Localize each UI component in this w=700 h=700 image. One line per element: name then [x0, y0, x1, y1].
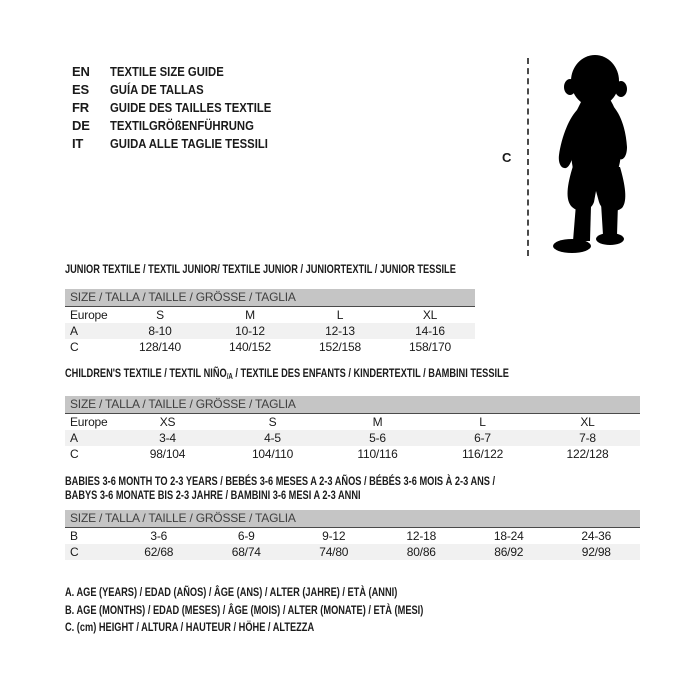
table-row-height [65, 446, 640, 462]
language-label: GUÍA DE TALLAS [110, 81, 204, 97]
table-row-height [65, 339, 475, 355]
table-row-height [65, 544, 640, 560]
junior-size-table [65, 306, 475, 355]
table-title-babies-line1: BABIES 3-6 MONTH TO 2-3 YEARS / BEBÉS 3-6 MESES A 2-3 AÑOS / BÉBÉS 3-6 MOIS À 2-3 ANS / [65, 474, 496, 488]
note-height-cm: C. (cm) HEIGHT / ALTURA / HAUTEUR / HÖHE / ALTEZZA [65, 620, 315, 634]
size-cell: 8-10 [148, 324, 172, 338]
children-size-table-section [65, 366, 640, 462]
table-title-junior: JUNIOR TEXTILE / TEXTIL JUNIOR/ TEXTILE JUNIOR / JUNIORTEXTIL / JUNIOR TESSILE [65, 262, 456, 276]
measure-label-c: C [502, 150, 512, 165]
size-cell: 116/122 [461, 447, 504, 461]
size-cell: M [372, 415, 383, 429]
title-subscript: /A [226, 372, 233, 381]
size-cell: 104/110 [251, 447, 294, 461]
size-cell: 86/92 [494, 545, 524, 559]
table-title-children: CHILDREN'S TEXTILE / TEXTIL NIÑO/A / TEXTILE DES ENFANTS / KINDERTEXTIL / BAMBINI TESSILE [65, 366, 509, 381]
language-label: TEXTILGRÖßENFÜHRUNG [110, 117, 254, 133]
junior-size-table-section [65, 262, 475, 355]
size-cell: 18-24 [493, 529, 524, 543]
size-header-bar: SIZE / TALLA / TAILLE / GRÖSSE / TAGLIA [65, 510, 640, 527]
size-cell: 80/86 [406, 545, 436, 559]
note-age-years: A. AGE (YEARS) / EDAD (AÑOS) / ÂGE (ANS) / ALTER (JAHRE) / ETÀ (ANNI) [65, 585, 398, 599]
note-age-months: B. AGE (MONTHS) / EDAD (MESES) / ÂGE (MOIS) / ALTER (MONATE) / ETÀ (MESI) [65, 602, 424, 617]
size-cell: XL [580, 415, 595, 429]
size-cell: XL [422, 308, 438, 322]
babies-size-table [65, 527, 640, 560]
size-cell: 110/116 [357, 447, 398, 461]
row-label-cell: C [70, 340, 79, 354]
dashed-measure-line [527, 58, 529, 256]
size-cell: 6-9 [237, 529, 255, 543]
table-row-age-years [65, 430, 640, 446]
size-cell: 12-18 [406, 529, 437, 543]
size-cell: 68/74 [231, 545, 261, 559]
size-cell: XS [159, 415, 176, 429]
language-code: EN [72, 63, 90, 79]
size-header-bar: SIZE / TALLA / TAILLE / GRÖSSE / TAGLIA [65, 396, 640, 413]
language-row-en [72, 62, 295, 80]
size-cell: 128/140 [139, 340, 181, 354]
language-label: TEXTILE SIZE GUIDE [110, 63, 224, 79]
language-row-fr [72, 98, 295, 116]
language-row-de [72, 116, 295, 134]
size-cell: 9-12 [322, 529, 346, 543]
size-cell: 3-4 [159, 431, 176, 445]
size-cell: 158/170 [409, 340, 451, 354]
language-code: FR [72, 99, 89, 115]
table-row-europe [65, 307, 475, 324]
size-cell: 122/128 [566, 447, 609, 461]
baby-silhouette [538, 54, 656, 261]
size-cell: 10-12 [235, 324, 265, 338]
size-cell: 24-36 [581, 529, 612, 543]
size-cell: 12-13 [325, 324, 355, 338]
size-cell: 152/158 [319, 340, 361, 354]
size-cell: L [479, 415, 486, 429]
row-label-cell: Europe [70, 308, 108, 322]
size-cell: 14-16 [415, 324, 445, 338]
row-label-cell: Europe [70, 415, 108, 429]
size-cell: 92/98 [581, 545, 611, 559]
language-label: GUIDE DES TAILLES TEXTILE [110, 99, 272, 115]
language-code: DE [72, 117, 90, 133]
size-cell: 7-8 [579, 431, 596, 445]
row-label-cell: A [70, 324, 78, 338]
size-cell: 62/68 [144, 545, 174, 559]
language-code: IT [72, 135, 84, 151]
size-cell: M [245, 308, 255, 322]
size-header-bar: SIZE / TALLA / TAILLE / GRÖSSE / TAGLIA [65, 289, 475, 306]
table-title-babies-line2: BABYS 3-6 MONATE BIS 2-3 JAHRE / BAMBINI 3-6 MESI A 2-3 ANNI [65, 488, 361, 502]
children-size-table [65, 413, 640, 462]
table-row-age-months [65, 528, 640, 545]
size-cell: 3-6 [150, 529, 168, 543]
language-label: GUIDA ALLE TAGLIE TESSILI [110, 135, 268, 151]
size-cell: L [336, 308, 344, 322]
row-label-cell: C [70, 545, 79, 559]
language-guide [72, 62, 295, 152]
row-label-cell: C [70, 447, 79, 461]
size-cell: S [156, 308, 164, 322]
table-row-europe [65, 414, 640, 431]
size-cell: 5-6 [369, 431, 386, 445]
size-cell: 98/104 [149, 447, 186, 461]
language-row-it [72, 134, 295, 152]
legend-notes [65, 584, 530, 637]
language-code: ES [72, 81, 89, 97]
size-cell: 4-5 [264, 431, 281, 445]
size-cell: S [268, 415, 277, 429]
size-cell: 74/80 [319, 545, 349, 559]
babies-size-table-section [65, 474, 640, 560]
height-measure-figure [500, 54, 658, 261]
language-row-es [72, 80, 295, 98]
size-cell: 140/152 [229, 340, 271, 354]
row-label-cell: B [70, 529, 78, 543]
size-cell: 6-7 [474, 431, 491, 445]
row-label-cell: A [70, 431, 78, 445]
table-row-age-years [65, 323, 475, 339]
